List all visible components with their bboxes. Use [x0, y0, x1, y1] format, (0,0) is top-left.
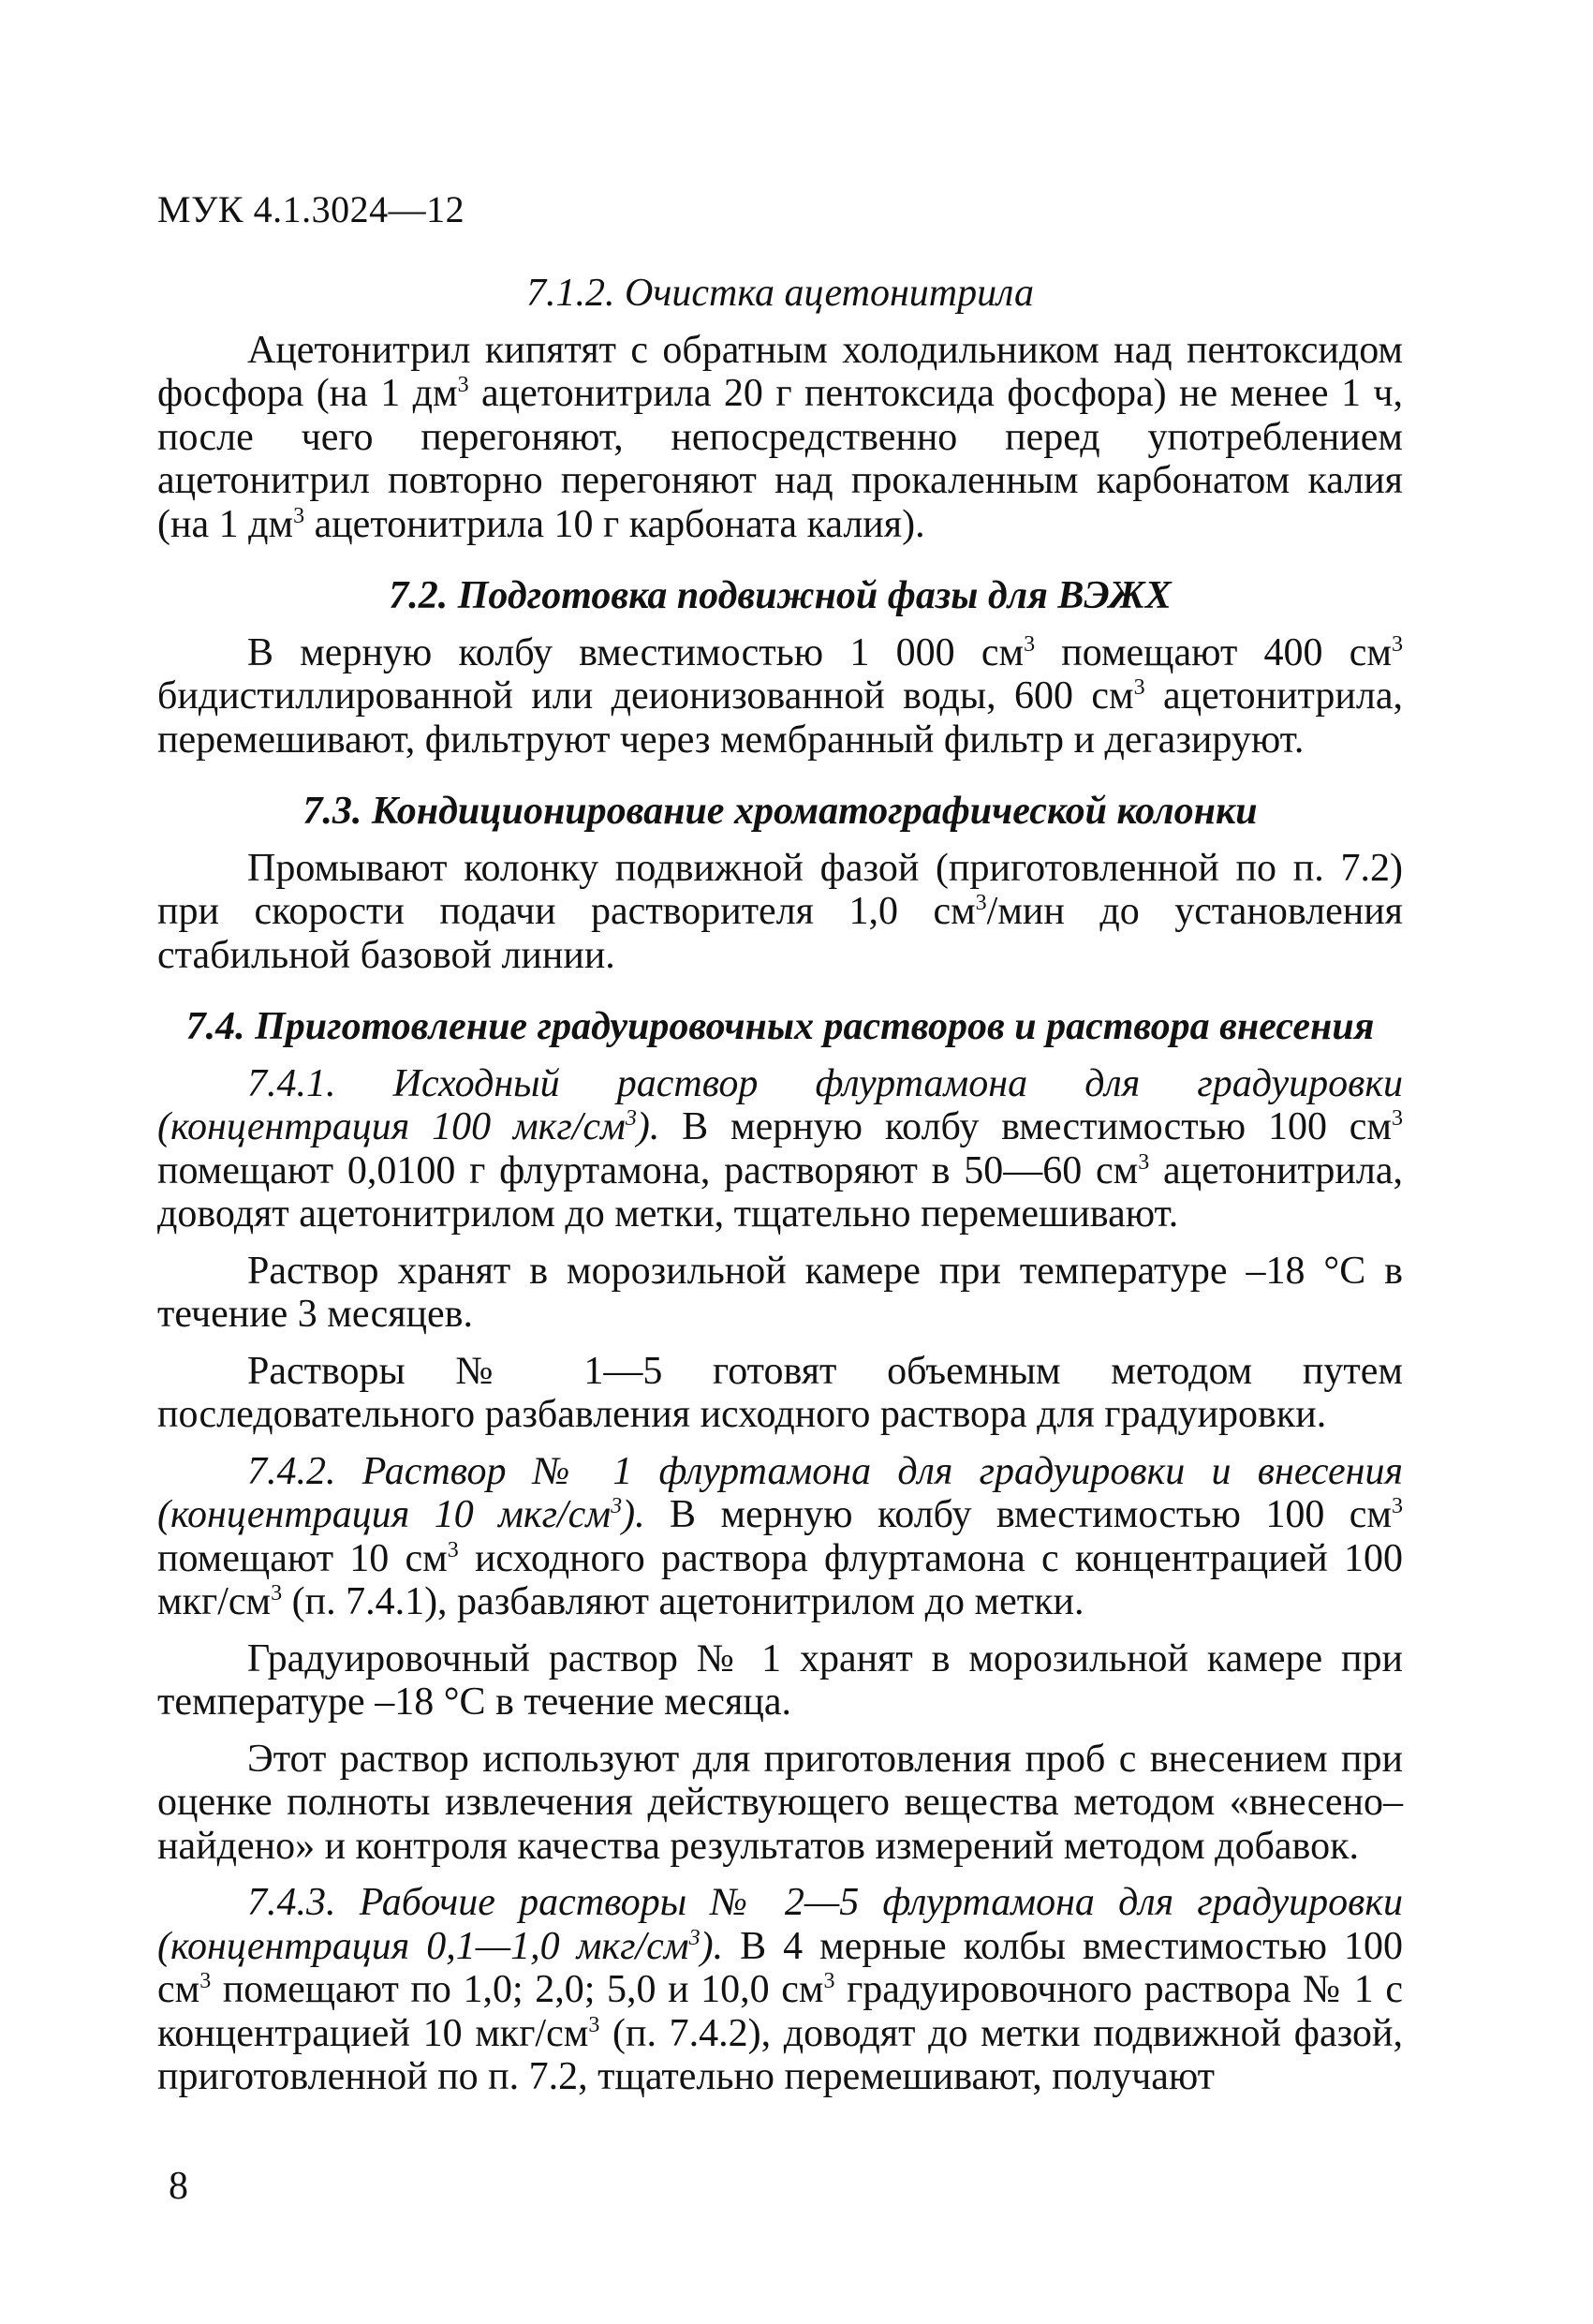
text-run: бидистиллированной или деионизованной воды, 600 см — [157, 674, 1134, 718]
paragraph-7-4-3 — [157, 1881, 1403, 2099]
text-run: ацетонитрила, перемешивают, фильтруют через мембранный фильтр и дегазируют. — [157, 674, 1403, 762]
text-run: Промывают колонку подвижной фазой (приготовленной по п. 7.2) при скорости подачи растворителя 1,0 см — [157, 846, 1403, 933]
text-run: В мерную колбу вместимостью 100 см — [659, 1105, 1392, 1148]
paragraph-acetonitrile-purification — [157, 329, 1403, 547]
text-run: градуировочного раствора № 1 с концентрацией 10 мкг/см — [157, 1968, 1403, 2055]
paragraph-usage: Этот раствор используют для приготовления проб с внесением при оценке полноты извлечения действующего вещества методом «внесено–найдено» и контроля качества результатов измерений методом добавок. — [157, 1737, 1403, 1868]
superscript: 3 — [199, 1969, 212, 1993]
text-run: В мерную колбу вместимостью 1 000 см — [247, 630, 1025, 674]
superscript: 3 — [975, 891, 987, 915]
subsection-title-7-1-2: 7.1.2. Очистка ацетонитрила — [526, 272, 1034, 315]
paragraph-mobile-phase — [157, 631, 1403, 762]
superscript: 3 — [1392, 1494, 1403, 1518]
text-run: В 4 мерные колбы вместимостью 100 см — [157, 1924, 1403, 2011]
document-code: МУК 4.1.3024—12 — [157, 188, 465, 230]
paragraph-solutions: Растворы № 1—5 готовят объемным методом путем последовательного разбавления исходного раствора для градуировки. — [157, 1349, 1403, 1436]
superscript: 3 — [1024, 631, 1036, 657]
text-run: ). — [622, 1493, 645, 1536]
subsection-title-7-4-2: 7.4.2. Раствор № 1 флуртамона для градуировки и внесения (концентрация 10 мкг/см — [157, 1449, 1403, 1536]
superscript: 3 — [823, 1969, 835, 1993]
text-run: ацетонитрила 10 г карбоната калия). — [304, 502, 925, 546]
page-number: 8 — [169, 2165, 188, 2208]
text-run: помещают по 1,0; 2,0; 5,0 и 10,0 см — [211, 1968, 824, 2011]
text-run: ацетонитрила 20 г пентоксида фосфора) не менее 1 ч, после чего перегоняют, непосредственно перед употреблением ацетонитрил повторно перегоняют над прокаленным карбонатом калия (на 1 дм — [157, 372, 1403, 546]
superscript: 3 — [1392, 1106, 1403, 1131]
superscript: 3 — [447, 1537, 459, 1562]
superscript: 3 — [293, 503, 305, 528]
paragraph-column-conditioning — [157, 847, 1403, 978]
paragraph-7-4-1 — [157, 1062, 1403, 1236]
superscript: 3 — [625, 1106, 637, 1131]
subsection-title-7-4-3: 7.4.3. Рабочие растворы № 2—5 флуртамона для градуировки (концентрация 0,1—1,0 мкг/см — [157, 1881, 1403, 1968]
text-run: (п. 7.4.1), разбавляют ацетонитрилом до метки. — [282, 1580, 1084, 1623]
superscript: 3 — [1138, 1149, 1150, 1175]
superscript: 3 — [1133, 675, 1145, 700]
text-run: помещают 400 см — [1035, 630, 1392, 674]
subsection-title-7-4-1: 7.4.1. Исходный раствор флуртамона для градуировки (концентрация 100 мкг/см — [157, 1061, 1403, 1148]
page-content — [157, 272, 1403, 2099]
superscript: 3 — [611, 1494, 623, 1518]
text-run: исходного раствора флуртамона с концентрацией 100 мкг/см — [157, 1536, 1403, 1623]
text-run: В мерную колбу вместимостью 100 см — [644, 1493, 1392, 1536]
text-run: помещают 10 см — [157, 1536, 448, 1580]
section-title-7-2: 7.2. Подготовка подвижной фазы для ВЭЖХ — [389, 574, 1172, 617]
superscript: 3 — [271, 1581, 283, 1606]
text-run: ацетонитрила, доводят ацетонитрилом до метки, тщательно перемешивают. — [157, 1148, 1403, 1236]
text-run: ). — [636, 1105, 660, 1148]
paragraph-grad1-storage: Градуировочный раствор № 1 хранят в морозильной камере при температуре –18 °С в течение месяца. — [157, 1636, 1403, 1724]
section-title-7-3: 7.3. Кондиционирование хроматографической колонки — [302, 790, 1258, 833]
superscript: 3 — [688, 1925, 701, 1950]
section-title-7-4: 7.4. Приготовление градуировочных растворов и раствора внесения — [185, 1005, 1375, 1048]
text-run: ). — [700, 1924, 724, 1968]
text-run: /мин до установления стабильной базовой линии. — [157, 890, 1403, 977]
superscript: 3 — [457, 373, 469, 397]
text-run: (п. 7.4.2), доводят до метки подвижной фазой, приготовленной по п. 7.2, тщательно перемешивают, получают — [157, 2011, 1403, 2098]
text-run: помещают 0,0100 г флуртамона, растворяют в 50—60 см — [157, 1148, 1139, 1192]
paragraph-storage: Раствор хранят в морозильной камере при температуре –18 °С в течение 3 месяцев. — [157, 1249, 1403, 1336]
superscript: 3 — [1392, 631, 1403, 657]
text-run: Ацетонитрил кипятят с обратным холодильником над пентоксидом фосфора (на 1 дм — [157, 328, 1403, 415]
paragraph-7-4-2 — [157, 1450, 1403, 1624]
superscript: 3 — [588, 2012, 600, 2037]
